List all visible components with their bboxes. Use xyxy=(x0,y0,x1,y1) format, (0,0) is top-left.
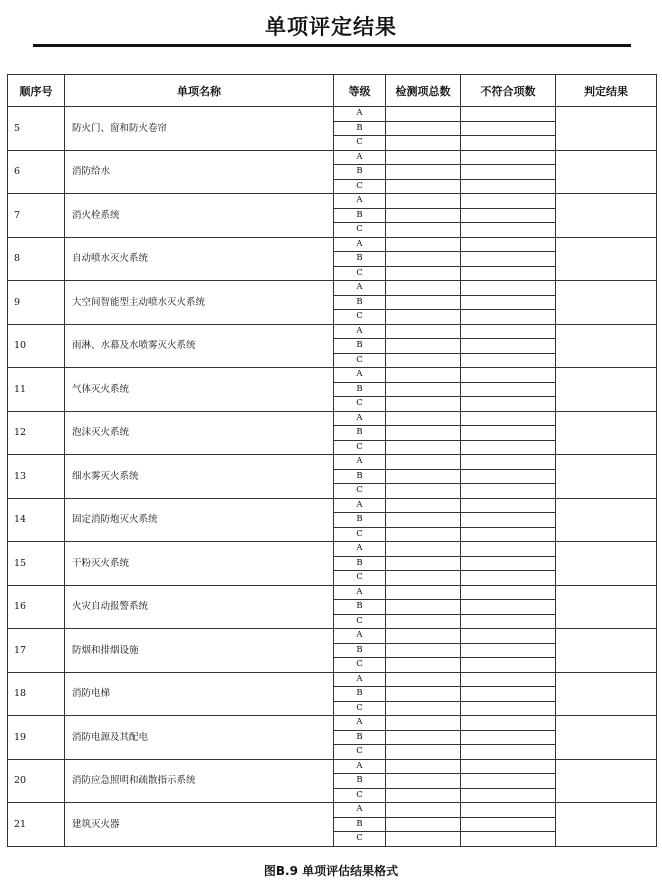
noncompliant-cell xyxy=(461,310,556,325)
grade-label: C xyxy=(334,136,386,151)
result-cell xyxy=(556,194,657,238)
items-total-cell xyxy=(386,542,461,557)
noncompliant-cell xyxy=(461,687,556,702)
grade-label: A xyxy=(334,672,386,687)
grade-label: A xyxy=(334,759,386,774)
grade-label: A xyxy=(334,803,386,818)
table-row xyxy=(8,281,657,296)
noncompliant-cell xyxy=(461,759,556,774)
items-total-cell xyxy=(386,339,461,354)
row-item-name: 防火门、窗和防火卷帘 xyxy=(65,107,334,151)
noncompliant-cell xyxy=(461,107,556,122)
noncompliant-cell xyxy=(461,368,556,383)
items-total-cell xyxy=(386,643,461,658)
table-row xyxy=(8,237,657,252)
assessment-table-container xyxy=(7,74,656,847)
items-total-cell xyxy=(386,165,461,180)
items-total-cell xyxy=(386,252,461,267)
row-seq: 15 xyxy=(8,542,65,586)
grade-label: C xyxy=(334,788,386,803)
grade-label: C xyxy=(334,527,386,542)
result-cell xyxy=(556,585,657,629)
noncompliant-cell xyxy=(461,353,556,368)
row-seq: 10 xyxy=(8,324,65,368)
grade-label: A xyxy=(334,716,386,731)
figure-caption: 图B.9 单项评估结果格式 xyxy=(263,864,399,878)
items-total-cell xyxy=(386,817,461,832)
result-cell xyxy=(556,629,657,673)
noncompliant-cell xyxy=(461,208,556,223)
table-row xyxy=(8,629,657,644)
grade-label: B xyxy=(334,165,386,180)
result-cell xyxy=(556,150,657,194)
row-seq: 11 xyxy=(8,368,65,412)
grade-label: C xyxy=(334,440,386,455)
noncompliant-cell xyxy=(461,469,556,484)
noncompliant-cell xyxy=(461,382,556,397)
grade-label: A xyxy=(334,411,386,426)
assessment-table xyxy=(7,74,657,847)
items-total-cell xyxy=(386,803,461,818)
result-cell xyxy=(556,716,657,760)
header-noncompliant: 不符合项数 xyxy=(461,75,556,107)
grade-label: A xyxy=(334,107,386,122)
grade-label: A xyxy=(334,585,386,600)
noncompliant-cell xyxy=(461,426,556,441)
header-name: 单项名称 xyxy=(65,75,334,107)
grade-label: C xyxy=(334,223,386,238)
row-item-name: 消火栓系统 xyxy=(65,194,334,238)
items-total-cell xyxy=(386,600,461,615)
items-total-cell xyxy=(386,658,461,673)
row-item-name: 自动喷水灭火系统 xyxy=(65,237,334,281)
result-cell xyxy=(556,281,657,325)
result-cell xyxy=(556,237,657,281)
noncompliant-cell xyxy=(461,339,556,354)
grade-label: A xyxy=(334,324,386,339)
noncompliant-cell xyxy=(461,585,556,600)
result-cell xyxy=(556,324,657,368)
noncompliant-cell xyxy=(461,527,556,542)
items-total-cell xyxy=(386,484,461,499)
noncompliant-cell xyxy=(461,643,556,658)
result-cell xyxy=(556,803,657,847)
grade-label: C xyxy=(334,266,386,281)
noncompliant-cell xyxy=(461,237,556,252)
items-total-cell xyxy=(386,426,461,441)
noncompliant-cell xyxy=(461,745,556,760)
grade-label: B xyxy=(334,730,386,745)
items-total-cell xyxy=(386,527,461,542)
items-total-cell xyxy=(386,411,461,426)
grade-label: C xyxy=(334,701,386,716)
row-item-name: 泡沫灭火系统 xyxy=(65,411,334,455)
result-cell xyxy=(556,107,657,151)
items-total-cell xyxy=(386,353,461,368)
grade-label: C xyxy=(334,179,386,194)
table-row xyxy=(8,455,657,470)
items-total-cell xyxy=(386,571,461,586)
items-total-cell xyxy=(386,179,461,194)
items-total-cell xyxy=(386,730,461,745)
grade-label: C xyxy=(334,397,386,412)
noncompliant-cell xyxy=(461,614,556,629)
row-item-name: 火灾自动报警系统 xyxy=(65,585,334,629)
noncompliant-cell xyxy=(461,513,556,528)
result-cell xyxy=(556,759,657,803)
row-seq: 18 xyxy=(8,672,65,716)
items-total-cell xyxy=(386,774,461,789)
grade-label: C xyxy=(334,658,386,673)
noncompliant-cell xyxy=(461,600,556,615)
grade-label: A xyxy=(334,368,386,383)
items-total-cell xyxy=(386,194,461,209)
items-total-cell xyxy=(386,513,461,528)
noncompliant-cell xyxy=(461,484,556,499)
result-cell xyxy=(556,368,657,412)
grade-label: A xyxy=(334,542,386,557)
table-row xyxy=(8,672,657,687)
items-total-cell xyxy=(386,832,461,847)
noncompliant-cell xyxy=(461,455,556,470)
row-item-name: 固定消防炮灭火系统 xyxy=(65,498,334,542)
row-seq: 20 xyxy=(8,759,65,803)
items-total-cell xyxy=(386,310,461,325)
items-total-cell xyxy=(386,687,461,702)
items-total-cell xyxy=(386,150,461,165)
grade-label: B xyxy=(334,556,386,571)
row-seq: 19 xyxy=(8,716,65,760)
table-row xyxy=(8,194,657,209)
row-seq: 17 xyxy=(8,629,65,673)
items-total-cell xyxy=(386,266,461,281)
grade-label: C xyxy=(334,571,386,586)
noncompliant-cell xyxy=(461,774,556,789)
noncompliant-cell xyxy=(461,788,556,803)
noncompliant-cell xyxy=(461,701,556,716)
row-item-name: 消防电梯 xyxy=(65,672,334,716)
row-seq: 7 xyxy=(8,194,65,238)
row-seq: 21 xyxy=(8,803,65,847)
grade-label: B xyxy=(334,121,386,136)
table-row xyxy=(8,716,657,731)
noncompliant-cell xyxy=(461,179,556,194)
table-row xyxy=(8,150,657,165)
items-total-cell xyxy=(386,556,461,571)
items-total-cell xyxy=(386,788,461,803)
result-cell xyxy=(556,672,657,716)
title-underline xyxy=(33,44,631,47)
items-total-cell xyxy=(386,382,461,397)
table-body xyxy=(8,107,657,847)
items-total-cell xyxy=(386,759,461,774)
grade-label: B xyxy=(334,208,386,223)
grade-label: C xyxy=(334,832,386,847)
row-item-name: 雨淋、水幕及水喷雾灭火系统 xyxy=(65,324,334,368)
items-total-cell xyxy=(386,498,461,513)
noncompliant-cell xyxy=(461,556,556,571)
noncompliant-cell xyxy=(461,121,556,136)
noncompliant-cell xyxy=(461,440,556,455)
table-row xyxy=(8,107,657,122)
items-total-cell xyxy=(386,440,461,455)
table-row xyxy=(8,324,657,339)
grade-label: B xyxy=(334,382,386,397)
grade-label: B xyxy=(334,817,386,832)
items-total-cell xyxy=(386,585,461,600)
header-seq: 顺序号 xyxy=(8,75,65,107)
grade-label: A xyxy=(334,194,386,209)
items-total-cell xyxy=(386,281,461,296)
table-row xyxy=(8,411,657,426)
noncompliant-cell xyxy=(461,194,556,209)
grade-label: C xyxy=(334,310,386,325)
grade-label: A xyxy=(334,455,386,470)
grade-label: B xyxy=(334,252,386,267)
result-cell xyxy=(556,498,657,542)
noncompliant-cell xyxy=(461,629,556,644)
noncompliant-cell xyxy=(461,658,556,673)
noncompliant-cell xyxy=(461,411,556,426)
items-total-cell xyxy=(386,136,461,151)
grade-label: A xyxy=(334,498,386,513)
row-item-name: 建筑灭火器 xyxy=(65,803,334,847)
header-grade: 等级 xyxy=(334,75,386,107)
row-item-name: 消防给水 xyxy=(65,150,334,194)
grade-label: A xyxy=(334,237,386,252)
grade-label: B xyxy=(334,469,386,484)
noncompliant-cell xyxy=(461,165,556,180)
noncompliant-cell xyxy=(461,672,556,687)
noncompliant-cell xyxy=(461,223,556,238)
grade-label: C xyxy=(334,353,386,368)
row-seq: 12 xyxy=(8,411,65,455)
row-seq: 16 xyxy=(8,585,65,629)
header-result: 判定结果 xyxy=(556,75,657,107)
result-cell xyxy=(556,455,657,499)
row-seq: 13 xyxy=(8,455,65,499)
noncompliant-cell xyxy=(461,542,556,557)
table-row xyxy=(8,585,657,600)
noncompliant-cell xyxy=(461,397,556,412)
row-item-name: 气体灭火系统 xyxy=(65,368,334,412)
items-total-cell xyxy=(386,701,461,716)
row-item-name: 大空间智能型主动喷水灭火系统 xyxy=(65,281,334,325)
row-item-name: 细水雾灭火系统 xyxy=(65,455,334,499)
grade-label: C xyxy=(334,745,386,760)
table-row xyxy=(8,542,657,557)
row-item-name: 干粉灭火系统 xyxy=(65,542,334,586)
items-total-cell xyxy=(386,629,461,644)
noncompliant-cell xyxy=(461,716,556,731)
grade-label: B xyxy=(334,600,386,615)
grade-label: B xyxy=(334,295,386,310)
items-total-cell xyxy=(386,455,461,470)
row-seq: 14 xyxy=(8,498,65,542)
table-header-row xyxy=(8,75,657,107)
row-seq: 8 xyxy=(8,237,65,281)
noncompliant-cell xyxy=(461,136,556,151)
noncompliant-cell xyxy=(461,498,556,513)
items-total-cell xyxy=(386,672,461,687)
grade-label: B xyxy=(334,643,386,658)
table-row xyxy=(8,759,657,774)
items-total-cell xyxy=(386,745,461,760)
noncompliant-cell xyxy=(461,324,556,339)
items-total-cell xyxy=(386,397,461,412)
items-total-cell xyxy=(386,324,461,339)
items-total-cell xyxy=(386,107,461,122)
grade-label: B xyxy=(334,687,386,702)
grade-label: B xyxy=(334,339,386,354)
noncompliant-cell xyxy=(461,295,556,310)
noncompliant-cell xyxy=(461,803,556,818)
items-total-cell xyxy=(386,121,461,136)
noncompliant-cell xyxy=(461,571,556,586)
items-total-cell xyxy=(386,614,461,629)
grade-label: B xyxy=(334,513,386,528)
items-total-cell xyxy=(386,469,461,484)
table-row xyxy=(8,498,657,513)
table-row xyxy=(8,803,657,818)
row-seq: 5 xyxy=(8,107,65,151)
items-total-cell xyxy=(386,716,461,731)
row-item-name: 防烟和排烟设施 xyxy=(65,629,334,673)
row-item-name: 消防电源及其配电 xyxy=(65,716,334,760)
header-items-total: 检测项总数 xyxy=(386,75,461,107)
grade-label: A xyxy=(334,629,386,644)
noncompliant-cell xyxy=(461,150,556,165)
items-total-cell xyxy=(386,295,461,310)
noncompliant-cell xyxy=(461,281,556,296)
noncompliant-cell xyxy=(461,266,556,281)
grade-label: A xyxy=(334,281,386,296)
noncompliant-cell xyxy=(461,817,556,832)
row-seq: 9 xyxy=(8,281,65,325)
page-title: 单项评定结果 xyxy=(265,15,397,39)
items-total-cell xyxy=(386,208,461,223)
grade-label: A xyxy=(334,150,386,165)
noncompliant-cell xyxy=(461,832,556,847)
noncompliant-cell xyxy=(461,730,556,745)
noncompliant-cell xyxy=(461,252,556,267)
row-item-name: 消防应急照明和疏散指示系统 xyxy=(65,759,334,803)
grade-label: B xyxy=(334,426,386,441)
items-total-cell xyxy=(386,223,461,238)
grade-label: C xyxy=(334,484,386,499)
table-row xyxy=(8,368,657,383)
row-seq: 6 xyxy=(8,150,65,194)
grade-label: B xyxy=(334,774,386,789)
items-total-cell xyxy=(386,368,461,383)
grade-label: C xyxy=(334,614,386,629)
result-cell xyxy=(556,411,657,455)
items-total-cell xyxy=(386,237,461,252)
result-cell xyxy=(556,542,657,586)
